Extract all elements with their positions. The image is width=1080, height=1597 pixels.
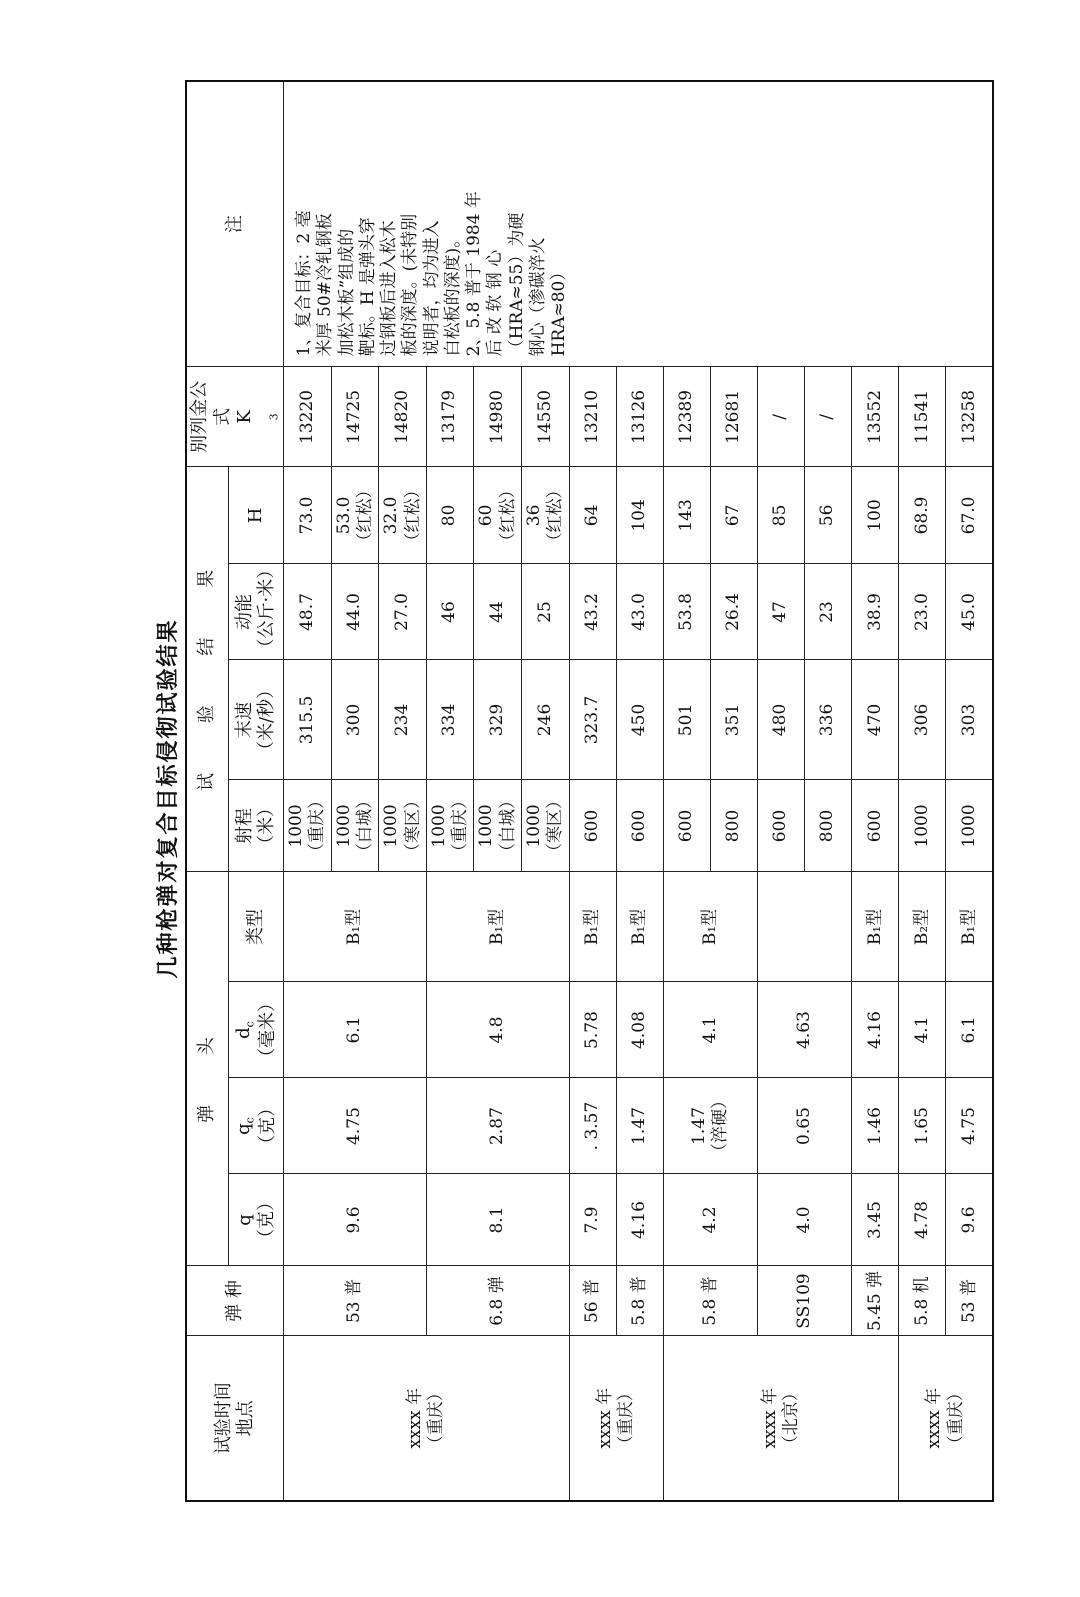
H-line: （红松） [402, 481, 423, 550]
time-place-line: （重庆） [616, 1384, 637, 1453]
cell-range [284, 780, 332, 872]
note-line: 加松木板”组成的 [336, 228, 357, 357]
cell-qc [663, 1078, 757, 1174]
header-type: 类型 [229, 872, 284, 982]
note-line: 1、复合目标：2 毫 [294, 210, 315, 357]
cell-q: 4.78 [899, 1174, 946, 1266]
cell-velocity: 246 [522, 660, 570, 780]
H-line: 32.0 [381, 496, 402, 535]
cell-type: B₁型 [663, 872, 757, 982]
cell-bullet-kind: 53 普 [284, 1266, 427, 1336]
note-line: 靶标。H 是弹头穿 [357, 217, 378, 357]
H-line: 80 [439, 504, 460, 527]
header-bullet-kind [186, 1266, 284, 1336]
cell-bullet-kind: 6.8 弹 [426, 1266, 569, 1336]
note-line: 板的深度。(未特别 [400, 213, 421, 357]
cell-range [946, 780, 993, 872]
header-qc [229, 1078, 284, 1174]
cell-velocity: 329 [474, 660, 522, 780]
header-warhead: 弹 头 [186, 872, 229, 1266]
header-line: （米） [256, 798, 278, 853]
H-line: 68.9 [911, 496, 932, 535]
range-line: 1000 [333, 804, 354, 848]
H-line: 56 [817, 504, 838, 527]
cell-H [852, 467, 899, 564]
qc-line: 1.47 [689, 1107, 710, 1145]
cell-bullet-kind: 5.45 弹 [852, 1266, 899, 1336]
cell-time-place [899, 1336, 993, 1501]
header-symbol: K [234, 410, 256, 424]
header-velocity [229, 660, 284, 780]
cell-bullet-kind: 5.8 普 [663, 1266, 757, 1336]
header-dc [229, 982, 284, 1078]
cell-dc: 5.78 [569, 982, 616, 1078]
cell-k3: / [757, 367, 804, 467]
header-results: 试 验 结 果 [186, 467, 229, 872]
header-line: （克） [256, 1193, 278, 1247]
range-line: （白城） [354, 791, 375, 860]
cell-velocity: 234 [379, 660, 427, 780]
cell-k3: 13258 [946, 367, 993, 467]
cell-H [757, 467, 804, 564]
cell-energy: 48.7 [284, 564, 332, 660]
cell-k3: 13220 [284, 367, 332, 467]
header-unit: （毫米） [257, 994, 279, 1066]
cell-velocity: 323.7 [569, 660, 616, 780]
cell-range [805, 780, 852, 872]
note-line: 后 改 软 钢 心 [485, 249, 506, 357]
cell-energy: 46 [426, 564, 474, 660]
time-place-line: xxxx 年 [924, 1387, 945, 1449]
range-line: 600 [629, 809, 650, 843]
cell-H [805, 467, 852, 564]
cell-qc [616, 1078, 663, 1174]
header-time-place [186, 1336, 284, 1501]
note-line: 2、5.8 普于 1984 年 [464, 191, 485, 357]
cell-velocity: 336 [805, 660, 852, 780]
cell-range [852, 780, 899, 872]
H-line: 36 [524, 504, 545, 527]
cell-qc [284, 1078, 427, 1174]
note-line: 米厚 50#冷轧钢板 [315, 213, 336, 357]
header-line: 地点 [235, 1400, 257, 1437]
cell-time-place [569, 1336, 663, 1501]
cell-k3: 14725 [331, 367, 379, 467]
cell-time-place [284, 1336, 570, 1501]
note-line: （HRA≈55）为硬 [506, 212, 527, 357]
range-line: 600 [582, 809, 603, 843]
cell-H [663, 467, 710, 564]
qc-line: 1.47 [629, 1107, 650, 1145]
cell-H [284, 467, 332, 564]
cell-q: 4.0 [757, 1174, 851, 1266]
qc-line: 4.75 [344, 1107, 365, 1145]
cell-k3: 12389 [663, 367, 710, 467]
cell-energy: 23 [805, 564, 852, 660]
cell-dc: 4.8 [426, 982, 569, 1078]
cell-range [379, 780, 427, 872]
cell-time-place [663, 1336, 898, 1501]
header-line: （公斤·米） [256, 560, 278, 657]
cell-energy: 43.2 [569, 564, 616, 660]
time-place-line: xxxx 年 [759, 1387, 780, 1449]
cell-energy: 44 [474, 564, 522, 660]
cell-k3: 14980 [474, 367, 522, 467]
note-line: 白松板的深度)。 [442, 230, 463, 357]
header-row-1 [186, 81, 229, 1501]
cell-energy: 27.0 [379, 564, 427, 660]
range-line: 800 [817, 809, 838, 843]
header-line: （米/秒） [256, 680, 278, 759]
note-line: 说明者，均为进入 [421, 220, 442, 357]
range-line: 600 [864, 809, 885, 843]
range-line: 1000 [381, 804, 402, 848]
header-subscript: c [243, 1021, 257, 1028]
H-line: 67 [723, 504, 744, 527]
cell-k3: 11541 [899, 367, 946, 467]
header-line [234, 370, 281, 463]
cell-velocity: 303 [946, 660, 993, 780]
cell-type: B₁型 [426, 872, 569, 982]
cell-dc: 4.1 [663, 982, 757, 1078]
qc-line: 1.46 [864, 1107, 885, 1145]
cell-dc: 6.1 [284, 982, 427, 1078]
header-subscript: c [243, 1117, 257, 1124]
range-line: （寒区） [545, 791, 566, 860]
cell-type: B₂型 [899, 872, 946, 982]
qc-line: 1.65 [911, 1107, 932, 1145]
cell-range [426, 780, 474, 872]
qc-line: 0.65 [793, 1107, 814, 1145]
cell-range [663, 780, 710, 872]
cell-bullet-kind: 5.8 普 [616, 1266, 663, 1336]
range-line: 1000 [958, 804, 979, 848]
cell-type: B₁型 [946, 872, 993, 982]
cell-q: 7.9 [569, 1174, 616, 1266]
header-line: q [233, 1214, 255, 1226]
cell-bullet-kind: 56 普 [569, 1266, 616, 1336]
cell-dc: 4.63 [757, 982, 851, 1078]
header-line: 末速 [233, 701, 255, 738]
qc-line: 2.87 [487, 1107, 508, 1145]
cell-bullet-kind: 5.8 机 [899, 1266, 946, 1336]
range-line: 1000 [524, 804, 545, 848]
H-line: 100 [864, 499, 885, 532]
cell-energy: 47 [757, 564, 804, 660]
header-line: 射程 [233, 807, 255, 844]
H-line: 73.0 [296, 496, 317, 535]
qc-line: . 3.57 [582, 1101, 603, 1151]
header-symbol: q [232, 1123, 254, 1135]
cell-range [569, 780, 616, 872]
cell-range [899, 780, 946, 872]
cell-range [522, 780, 570, 872]
H-line: 104 [629, 499, 650, 532]
cell-k3: 13210 [569, 367, 616, 467]
cell-H [331, 467, 379, 564]
cell-H [426, 467, 474, 564]
cell-k3: 13126 [616, 367, 663, 467]
H-line: 85 [770, 504, 791, 527]
cell-type: B₁型 [569, 872, 616, 982]
header-energy [229, 560, 284, 660]
cell-k3: 13179 [426, 367, 474, 467]
cell-H [379, 467, 427, 564]
cell-dc: 6.1 [946, 982, 993, 1078]
table-row [284, 81, 332, 1501]
time-place-line: xxxx 年 [594, 1387, 615, 1449]
range-line: 600 [676, 809, 697, 843]
cell-velocity: 470 [852, 660, 899, 780]
header-line: 动能 [233, 593, 255, 630]
time-place-line: （重庆） [945, 1384, 966, 1453]
cell-velocity: 334 [426, 660, 474, 780]
note-line: 过钢板后进入松木 [379, 220, 400, 357]
header-unit: （克） [257, 1099, 279, 1153]
cell-energy: 43.0 [616, 564, 663, 660]
note-line: 钢心（渗碳淬火 [527, 237, 548, 357]
cell-H [616, 467, 663, 564]
cell-velocity: 501 [663, 660, 710, 780]
range-line: （重庆） [450, 791, 471, 860]
time-place-line: （北京） [781, 1384, 802, 1453]
cell-energy: 26.4 [710, 564, 757, 660]
cell-qc [852, 1078, 899, 1174]
cell-q: 4.2 [663, 1174, 757, 1266]
cell-velocity: 306 [899, 660, 946, 780]
H-line: 64 [582, 504, 603, 527]
cell-q: 9.6 [284, 1174, 427, 1266]
header-line: 式 [211, 407, 233, 426]
cell-qc [426, 1078, 569, 1174]
cell-velocity: 450 [616, 660, 663, 780]
notes-cell [284, 81, 993, 367]
cell-energy: 44.0 [331, 564, 379, 660]
header-line: 弹 种 [223, 1280, 245, 1322]
cell-dc: 4.1 [899, 982, 946, 1078]
range-line: （重庆） [307, 791, 328, 860]
range-line: （寒区） [402, 791, 423, 860]
H-line: 67.0 [958, 496, 979, 535]
H-line: （红松） [497, 481, 518, 550]
cell-k3: 14820 [379, 367, 427, 467]
H-line: 60 [476, 504, 497, 527]
qc-line: 4.75 [958, 1107, 979, 1145]
cell-H [569, 467, 616, 564]
cell-range [757, 780, 804, 872]
cell-energy: 25 [522, 564, 570, 660]
cell-q: 8.1 [426, 1174, 569, 1266]
cell-range [616, 780, 663, 872]
cell-k3: 14550 [522, 367, 570, 467]
cell-dc: 4.08 [616, 982, 663, 1078]
cell-k3: 13552 [852, 367, 899, 467]
cell-q: 4.16 [616, 1174, 663, 1266]
cell-q: 9.6 [946, 1174, 993, 1266]
cell-velocity: 315.5 [284, 660, 332, 780]
cell-bullet-kind: 53 普 [946, 1266, 993, 1336]
header-range [229, 780, 284, 872]
cell-velocity: 480 [757, 660, 804, 780]
note-line: HRA≈80） [549, 263, 570, 357]
range-line: 1000 [476, 804, 497, 848]
header-subscript: 3 [267, 413, 281, 421]
cell-qc [757, 1078, 851, 1174]
range-line: 800 [723, 809, 744, 843]
cell-range [474, 780, 522, 872]
header-q [229, 1174, 284, 1266]
cell-velocity: 300 [331, 660, 379, 780]
cell-energy: 53.8 [663, 564, 710, 660]
cell-dc: 4.16 [852, 982, 899, 1078]
time-place-line: xxxx 年 [405, 1387, 426, 1449]
table-title: 几种枪弹对复合目标侵彻试验结果 [155, 618, 181, 979]
range-line: 1000 [911, 804, 932, 848]
cell-H [522, 467, 570, 564]
cell-type: B₁型 [284, 872, 427, 982]
cell-k3: / [805, 367, 852, 467]
header-line: 试验时间 [212, 1382, 234, 1455]
header-H: H [229, 467, 284, 564]
cell-H [710, 467, 757, 564]
cell-q: 3.45 [852, 1174, 899, 1266]
cell-range [331, 780, 379, 872]
H-line: （红松） [354, 481, 375, 550]
cell-energy: 45.0 [946, 564, 993, 660]
range-line: （白城） [497, 791, 518, 860]
cell-type [757, 872, 851, 982]
H-line: 143 [676, 499, 697, 532]
cell-H [474, 467, 522, 564]
header-line: 别列金公 [189, 380, 211, 453]
qc-line: （淬硬） [710, 1092, 731, 1160]
range-line: 1000 [286, 804, 307, 848]
penetration-results-table [185, 80, 994, 1502]
cell-k3: 12681 [710, 367, 757, 467]
cell-qc [946, 1078, 993, 1174]
time-place-line: （重庆） [426, 1384, 447, 1453]
cell-H [946, 467, 993, 564]
cell-bullet-kind: SS109 [757, 1266, 851, 1336]
cell-type: B₁型 [616, 872, 663, 982]
header-k3 [186, 367, 284, 467]
header-symbol: d [232, 1027, 254, 1039]
cell-type: B₁型 [852, 872, 899, 982]
range-line: 1000 [428, 804, 449, 848]
cell-qc [569, 1078, 616, 1174]
H-line: 53.0 [333, 496, 354, 535]
range-line: 600 [770, 809, 791, 843]
cell-H [899, 467, 946, 564]
H-line: （红松） [545, 481, 566, 550]
cell-qc [899, 1078, 946, 1174]
cell-energy: 38.9 [852, 564, 899, 660]
cell-velocity: 351 [710, 660, 757, 780]
header-note: 注 [186, 81, 284, 367]
cell-range [710, 780, 757, 872]
cell-energy: 23.0 [899, 564, 946, 660]
